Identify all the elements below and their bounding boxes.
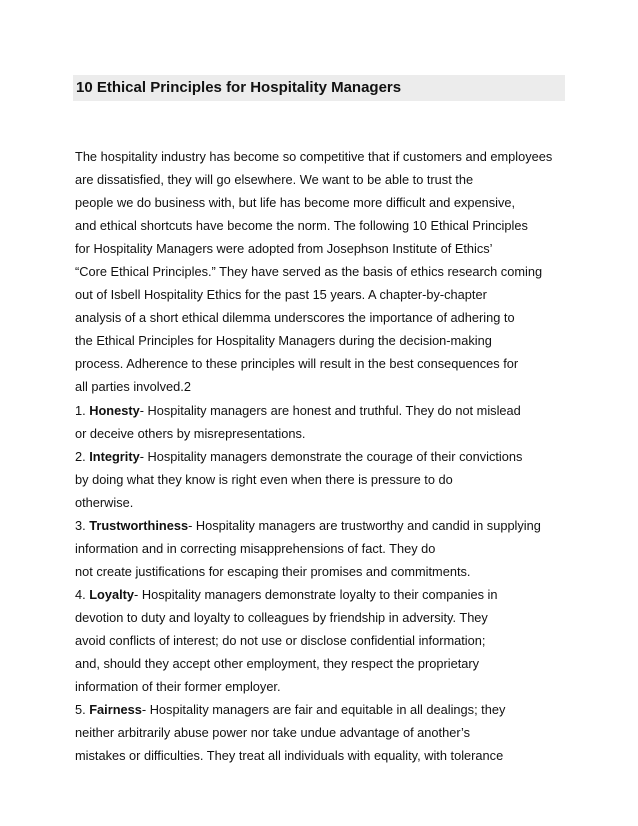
principle-line: and, should they accept other employment, they respect the proprietary — [75, 656, 480, 672]
intro-line: “Core Ethical Principles.” They have served as the basis of ethics research coming — [75, 264, 543, 280]
intro-line: The hospitality industry has become so competitive that if customers and employees — [75, 149, 553, 164]
principle-number: 3. — [75, 517, 90, 533]
principle-line: neither arbitrarily abuse power nor take undue advantage of another’s — [75, 725, 471, 741]
principle-term: Honesty — [89, 402, 140, 418]
principle-line: or deceive others by misrepresentations. — [75, 425, 306, 441]
principle-number: 4. — [75, 586, 90, 602]
principle-line: avoid conflicts of interest; do not use or disclose confidential information; — [75, 632, 486, 648]
document-title: 10 Ethical Principles for Hospitality Managers — [76, 79, 402, 96]
principle-number: 5. — [75, 702, 90, 718]
intro-paragraph — [75, 145, 555, 399]
principle-line: devotion to duty and loyalty to colleagues by friendship in adversity. They — [75, 609, 488, 625]
principle-term: Trustworthiness — [89, 517, 189, 533]
intro-line: for Hospitality Managers were adopted from Josephson Institute of Ethics’ — [75, 241, 493, 257]
intro-line: the Ethical Principles for Hospitality Managers during the decision-making — [75, 333, 492, 349]
principle-line: by doing what they know is right even when there is pressure to do — [75, 471, 453, 487]
principle-heading-line — [75, 583, 555, 606]
principle-heading-line — [75, 698, 555, 721]
principle-term: Integrity — [89, 448, 140, 464]
intro-line: all parties involved.2 — [75, 379, 191, 395]
intro-line: process. Adherence to these principles will result in the best consequences for — [75, 356, 519, 372]
intro-line: out of Isbell Hospitality Ethics for the past 15 years. A chapter-by-chapter — [75, 287, 487, 303]
intro-line: and ethical shortcuts have become the norm. The following 10 Ethical Principles — [75, 218, 528, 234]
principle-loyalty — [75, 583, 555, 698]
principle-fairness — [75, 698, 555, 767]
principle-line: information and in correcting misapprehensions of fact. They do — [75, 540, 436, 556]
title-bar — [73, 75, 565, 101]
principle-text: - Hospitality managers demonstrate the courage of their convictions — [139, 448, 523, 464]
intro-line: analysis of a short ethical dilemma underscores the importance of adhering to — [75, 310, 515, 326]
principle-number: 2. — [75, 448, 90, 464]
principle-trustworthiness — [75, 514, 555, 583]
document-body — [75, 145, 555, 767]
principle-number: 1. — [75, 402, 90, 418]
principle-text: - Hospitality managers demonstrate loyalty to their companies in — [134, 586, 498, 602]
principle-line: information of their former employer. — [75, 679, 281, 695]
principle-term: Fairness — [89, 702, 142, 718]
principle-line: not create justifications for escaping their promises and commitments. — [75, 563, 471, 579]
principle-integrity — [75, 445, 555, 514]
principle-heading-line — [75, 514, 555, 537]
principle-heading-line — [75, 445, 555, 468]
principle-term: Loyalty — [89, 586, 135, 602]
intro-line: are dissatisfied, they will go elsewhere. We want to be able to trust the — [75, 172, 474, 188]
principle-text: - Hospitality managers are fair and equitable in all dealings; they — [141, 702, 506, 718]
principle-line: otherwise. — [75, 494, 134, 510]
principle-line: mistakes or difficulties. They treat all individuals with equality, with tolerance — [75, 748, 504, 764]
intro-line: people we do business with, but life has become more difficult and expensive, — [75, 195, 516, 211]
principle-text: - Hospitality managers are trustworthy and candid in supplying — [188, 517, 541, 533]
principle-text: - Hospitality managers are honest and truthful. They do not mislead — [139, 402, 521, 418]
principle-honesty — [75, 399, 555, 445]
principle-heading-line — [75, 399, 555, 422]
